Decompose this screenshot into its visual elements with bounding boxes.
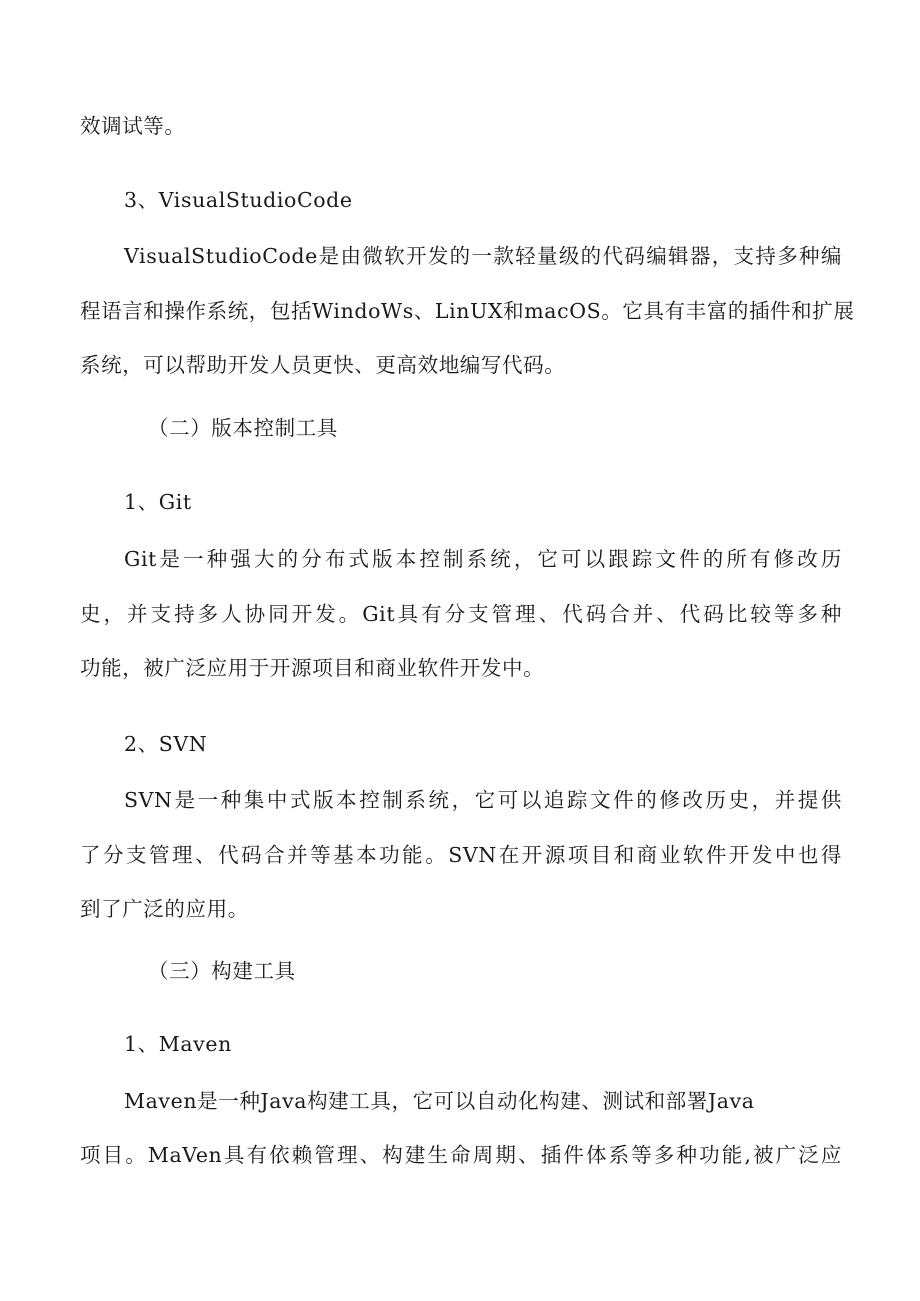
chapter-heading: （三）构建工具	[148, 959, 296, 983]
section-heading: 1、Maven	[124, 1032, 232, 1056]
chapter-heading: （二）版本控制工具	[148, 416, 338, 440]
paragraph-line: 项目。MaVen具有依赖管理、构建生命周期、插件体系等多种功能,被广泛应	[80, 1143, 842, 1167]
paragraph-line: 史，并支持多人协同开发。Git具有分支管理、代码合并、代码比较等多种	[80, 602, 842, 626]
paragraph-line: 到了广泛的应用。	[80, 897, 249, 921]
paragraph-line: 程语言和操作系统，包括WindoWs、LinUX和macOS。它具有丰富的插件和扩展	[80, 299, 855, 323]
paragraph-line: Git是一种强大的分布式版本控制系统，它可以跟踪文件的所有修改历	[124, 547, 842, 571]
paragraph-line: Maven是一种Java构建工具，它可以自动化构建、测试和部署Java	[124, 1089, 755, 1113]
paragraph-line: 功能，被广泛应用于开源项目和商业软件开发中。	[80, 656, 545, 680]
paragraph-line: SVN是一种集中式版本控制系统，它可以追踪文件的修改历史，并提供	[124, 788, 842, 812]
paragraph-line: 效调试等。	[80, 114, 186, 138]
paragraph-line: 系统，可以帮助开发人员更快、更高效地编写代码。	[80, 353, 566, 377]
paragraph-line: 了分支管理、代码合并等基本功能。SVN在开源项目和商业软件开发中也得	[80, 843, 842, 867]
paragraph-line: VisualStudioCode是由微软开发的一款轻量级的代码编辑器，支持多种编	[124, 244, 842, 268]
section-heading: 2、SVN	[124, 732, 208, 756]
section-heading: 3、VisualStudioCode	[124, 188, 353, 212]
section-heading: 1、Git	[124, 490, 192, 514]
